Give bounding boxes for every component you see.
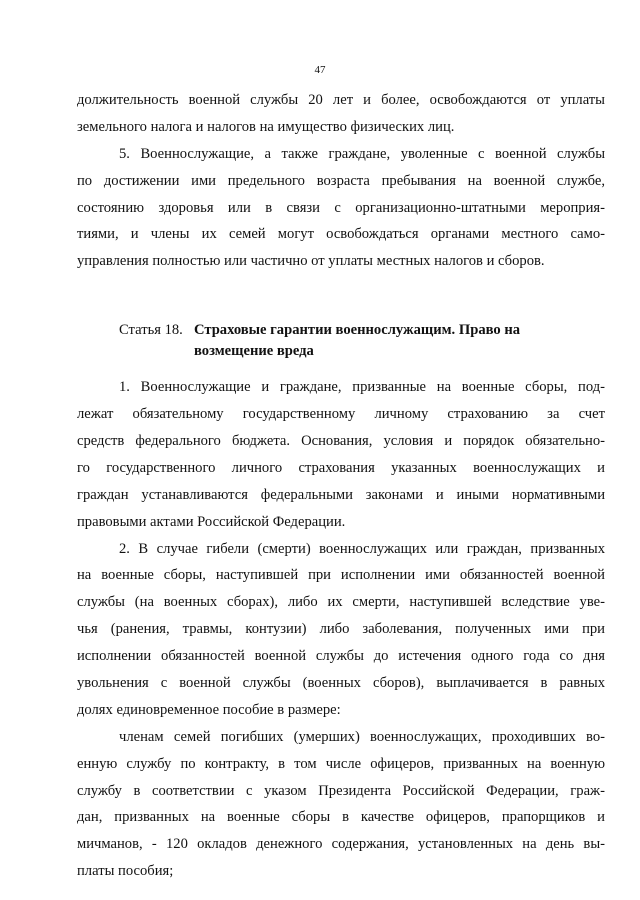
text-line: платы пособия; <box>77 863 174 880</box>
text-line: службу в соответствии с указом Президента Российской Федерации, граж- <box>77 782 605 799</box>
text-line: 2. В случае гибели (смерти) военнослужащих или граждан, призванных <box>119 540 605 557</box>
article-title-line: Страховые гарантии военнослужащим. Право на <box>194 322 521 339</box>
section-gap <box>77 275 605 308</box>
text-line: службы (на военных сборах), либо их смерти, наступившей вследствие уве- <box>77 594 605 611</box>
text-line: дан, призванных на военные сборы в качестве офицеров, прапорщиков и <box>77 809 605 826</box>
text-line: долях единовременное пособие в размере: <box>77 701 341 718</box>
text-line: членам семей погибших (умерших) военнослужащих, проходивших во- <box>119 728 605 745</box>
article-title-line: возмещение вреда <box>194 343 314 360</box>
page-number: 47 <box>314 64 326 76</box>
text-line: на военные сборы, наступившей при исполнении ими обязанностей военной <box>77 567 605 584</box>
article-heading <box>77 320 605 362</box>
article-paragraph-3 <box>77 724 605 885</box>
text-line: мичманов, - 120 окладов денежного содержания, установленных на день вы- <box>77 836 605 853</box>
text-line: управления полностью или частично от уплаты местных налогов и сборов. <box>77 253 545 270</box>
text-line: земельного налога и налогов на имущество физических лиц. <box>77 118 455 135</box>
text-line: состоянию здоровья или в связи с организационно-штатными мероприя- <box>77 199 605 216</box>
text-line: тиями, и члены их семей могут освобождаться органами местного само- <box>77 226 605 243</box>
text-line: граждан устанавливаются федеральными законами и иными нормативными <box>77 486 605 503</box>
text-line: по достижении ими предельного возраста пребывания на военной службе, <box>77 172 605 189</box>
article-paragraph-1 <box>77 374 605 535</box>
text-line: средств федерального бюджета. Основания, условия и порядок обязательно- <box>77 433 605 450</box>
text-line: го государственного личного страхования указанных военнослужащих и <box>77 459 605 476</box>
text-line: увольнения с военной службы (военных сборов), выплачивается в равных <box>77 675 605 692</box>
article-number: Статья 18. <box>119 322 183 339</box>
text-line: правовыми актами Российской Федерации. <box>77 513 346 530</box>
text-line: 5. Военнослужащие, а также граждане, уволенные с военной службы <box>119 145 605 162</box>
text-line: исполнении обязанностей военной службы до истечения одного года со дня <box>77 648 605 665</box>
document-body <box>77 87 605 885</box>
text-line: чья (ранения, травмы, контузии) либо заболевания, полученных ими при <box>77 621 605 638</box>
article-paragraph-2 <box>77 536 605 724</box>
text-line: 1. Военнослужащие и граждане, призванные на военные сборы, под- <box>119 379 605 396</box>
paragraph-land-tax <box>77 87 605 141</box>
text-line: должительность военной службы 20 лет и более, освобождаются от уплаты <box>77 92 605 108</box>
text-line: лежат обязательному государственному личному страхованию за счет <box>77 406 605 423</box>
paragraph-item-5 <box>77 141 605 275</box>
text-line: енную службу по контракту, в том числе офицеров, призванных на военную <box>77 755 605 772</box>
